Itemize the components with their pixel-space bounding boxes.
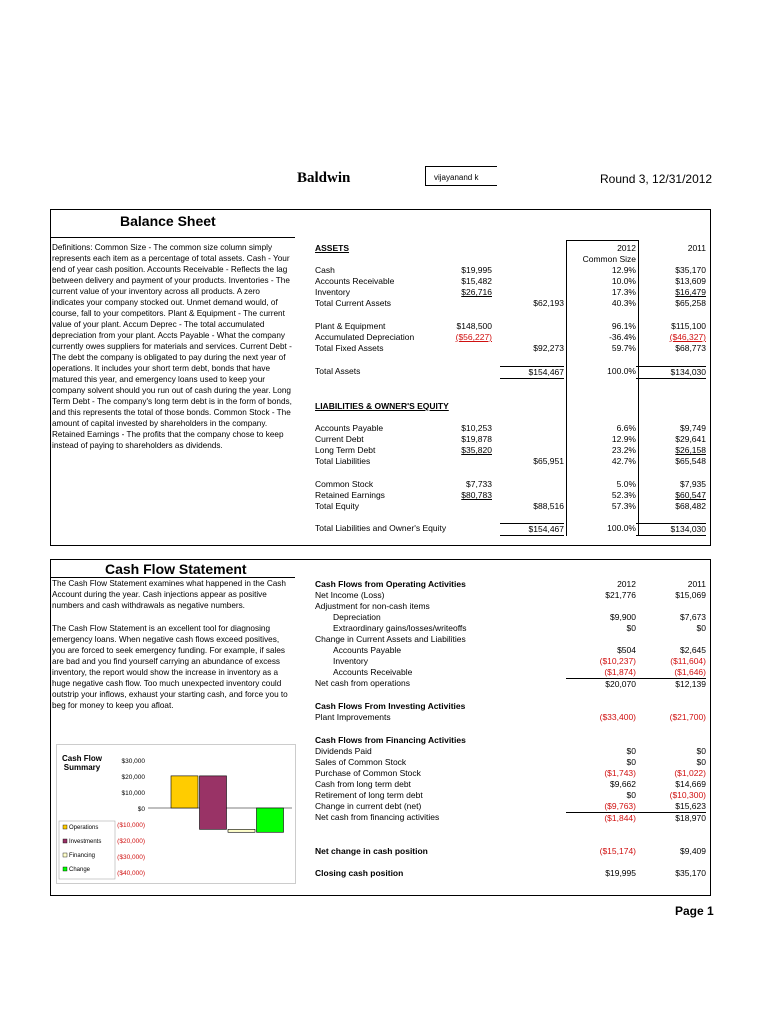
cf-row-2012: ($33,400) (599, 712, 636, 722)
bs-row-label: Total Equity (315, 501, 359, 511)
cf-row-label: Change in Current Assets and Liabilities (315, 634, 466, 644)
balance-sheet-title: Balance Sheet (120, 213, 216, 229)
bs-row-label: Accounts Payable (315, 423, 384, 433)
bs-row-value: $7,733 (466, 479, 492, 489)
bs-row-2011: $29,641 (675, 434, 706, 444)
cf-row-2011: $0 (696, 623, 706, 633)
cf-row-label: Cash Flows from Operating Activities (315, 579, 466, 589)
user-name: vijayanand k (434, 173, 479, 182)
bs-row-label: Long Term Debt (315, 445, 376, 455)
cf-row-label: Cash from long term debt (315, 779, 411, 789)
bs-row-common-size: 12.9% (611, 265, 636, 275)
col-2011-header: 2011 (687, 243, 706, 253)
bs-row-label: Total Fixed Assets (315, 343, 384, 353)
legend-swatch (63, 853, 67, 857)
y-tick-label: ($30,000) (117, 854, 145, 861)
bs-row-total: $65,951 (533, 456, 564, 466)
cf-row-label: Dividends Paid (315, 746, 372, 756)
cf-row-2012: $0 (626, 790, 636, 800)
legend-swatch (63, 839, 67, 843)
cf-row-2012: ($15,174) (599, 846, 636, 856)
cf-row-label: Purchase of Common Stock (315, 768, 421, 778)
bs-row-2011: $26,158 (675, 445, 706, 455)
cf-row-2011: ($11,604) (670, 656, 706, 666)
bs-row-common-size: 57.3% (611, 501, 636, 511)
legend-label: Operations (69, 825, 99, 831)
cf-row-label: Depreciation (333, 612, 381, 622)
bs-row-common-size: 40.3% (611, 298, 636, 308)
cf-row-2012: $20,070 (566, 678, 636, 690)
user-name-box (425, 166, 497, 186)
bs-row-label: Inventory (315, 287, 350, 297)
bs-row-common-size: 59.7% (611, 343, 636, 353)
bs-row-value: $15,482 (461, 276, 492, 286)
y-tick-label: $10,000 (121, 790, 145, 797)
bs-row-label: Cash (315, 265, 335, 275)
company-name: Baldwin (297, 170, 351, 186)
bs-row-label: Retained Earnings (315, 490, 385, 500)
bs-row-2011: $68,482 (675, 501, 706, 511)
liabilities-heading: LIABILITIES & OWNER'S EQUITY (315, 401, 449, 411)
bs-row-2011: $9,749 (680, 423, 706, 433)
bs-row-common-size: -36.4% (609, 332, 636, 342)
y-tick-label: ($20,000) (117, 838, 145, 845)
bs-row-label: Current Debt (315, 434, 364, 444)
cf-row-2012: $9,900 (610, 612, 636, 622)
bs-row-common-size: 100.0% (607, 523, 636, 533)
bs-row-2011: $16,479 (675, 287, 706, 297)
bs-row-2011: $134,030 (636, 366, 706, 379)
bs-row-label: Common Stock (315, 479, 374, 489)
cf-row-2011: ($10,300) (669, 790, 706, 800)
cf-row-2011: $15,623 (675, 801, 706, 811)
bs-row-2011: $60,547 (675, 490, 706, 500)
bs-row-common-size: 5.0% (616, 479, 636, 489)
cf-row-2012: $504 (617, 645, 636, 655)
bs-row-common-size: 52.3% (611, 490, 636, 500)
bs-row-2011: ($46,327) (669, 332, 706, 342)
cash-flow-summary-chart (56, 744, 296, 884)
cf-row-label: Cash Flows from Financing Activities (315, 735, 466, 745)
bs-row-common-size: 10.0% (611, 276, 636, 286)
cash-flow-title: Cash Flow Statement (105, 561, 247, 577)
bs-row-label: Total Assets (315, 366, 361, 376)
chart-title: Cash Flow (61, 754, 103, 763)
cf-row-2011: ($1,022) (674, 768, 706, 778)
bs-row-value: $35,820 (461, 445, 492, 455)
bs-row-value: $19,878 (461, 434, 492, 444)
col-2012-header: 2012 (617, 243, 636, 253)
bs-row-total: $154,467 (500, 523, 564, 536)
bs-row-common-size: 23.2% (611, 445, 636, 455)
cf-col-2012-header: 2012 (617, 579, 636, 589)
bs-row-2011: $7,935 (680, 479, 706, 489)
cf-row-label: Cash Flows From Investing Activities (315, 701, 466, 711)
cf-row-label: Plant Improvements (315, 712, 391, 722)
legend-label: Financing (69, 853, 96, 859)
legend-swatch (63, 867, 67, 871)
cf-row-label: Accounts Payable (333, 645, 402, 655)
cf-row-label: Net change in cash position (315, 846, 428, 856)
cf-row-2012: ($1,874) (604, 667, 636, 677)
legend-label: Change (69, 867, 91, 873)
col-common-size-header: Common Size (582, 254, 636, 264)
bs-row-total: $62,193 (533, 298, 564, 308)
cf-row-2011: $18,970 (636, 812, 706, 824)
bar-financing (228, 829, 255, 832)
y-tick-label: $30,000 (121, 758, 145, 765)
bs-row-2011: $134,030 (636, 523, 706, 536)
bs-row-value: $10,253 (461, 423, 492, 433)
y-tick-label: $0 (137, 806, 145, 813)
bs-row-value: $80,783 (461, 490, 492, 500)
cf-col-2011-header: 2011 (687, 579, 706, 589)
cf-row-label: Change in current debt (net) (315, 801, 422, 811)
cf-row-2011: $0 (696, 746, 706, 756)
cf-row-2012: $0 (626, 757, 636, 767)
cf-row-2011: ($21,700) (669, 712, 706, 722)
cf-row-label: Retirement of long term debt (315, 790, 423, 800)
bs-row-label: Total Current Assets (315, 298, 392, 308)
cf-row-2011: $0 (696, 757, 706, 767)
bs-row-2011: $13,609 (675, 276, 706, 286)
bs-row-label: Plant & Equipment (315, 321, 386, 331)
cf-row-label: Inventory (333, 656, 368, 666)
cash-flow-desc-1: The Cash Flow Statement examines what happened in the Cash Account during the year. Cash injections appear as positive numbers and cash withdrawals as negative numbers. (52, 579, 286, 610)
cf-row-2011: $12,139 (636, 678, 706, 690)
bs-row-label: Accounts Receivable (315, 276, 395, 286)
bs-row-common-size: 12.9% (611, 434, 636, 444)
y-tick-label: ($10,000) (117, 822, 145, 829)
cf-row-label: Adjustment for non-cash items (315, 601, 430, 611)
y-tick-label: ($40,000) (117, 870, 145, 877)
bs-row-value: $148,500 (456, 321, 492, 331)
bar-change (257, 808, 284, 832)
bar-operations (171, 776, 198, 808)
bs-row-value: $26,716 (461, 287, 492, 297)
bs-row-label: Total Liabilities and Owner's Equity (315, 523, 447, 533)
bs-row-2011: $65,258 (675, 298, 706, 308)
chart-title-line-2: Summary (63, 763, 101, 772)
cf-row-2011: $7,673 (680, 612, 706, 622)
cf-row-2011: ($1,646) (674, 667, 706, 677)
bs-row-2011: $68,773 (675, 343, 706, 353)
bs-row-total: $154,467 (500, 366, 564, 379)
cf-row-2012: $19,995 (605, 868, 636, 878)
cf-row-2011: $2,645 (680, 645, 706, 655)
balance-sheet-definitions: Definitions: Common Size - The common size column simply represents each item as a percentage of total assets. Cash - Your end of year cash position. Accounts Receivable - Reflects the lag between delivery and payment of your products. Inventories - The current value of your inventory across all products. A zero indicates your company stocked out. Unmet demand would, of course, fall to your competitors. Plant & Equipment - The current value of your plant. Accum Deprec - The total accumulated depreciation from your plant. Accts Payable - What the company currently owes suppliers for materials and services. Current Debt - The debt the company is obligated to pay during the next year of operations. It includes your short term debt, bonds that have matured this year, and emergency loans used to keep your company solvent should you run out of cash during the year. Long Term Debt - The company's long term debt is in the form of bonds, and this represents the total of those bonds. Common Stock - The amount of capital invested by shareholders in the company. Retained Earnings - The profits that the company chose to keep instead of paying to shareholders as dividends. (52, 243, 292, 450)
bs-row-common-size: 96.1% (611, 321, 636, 331)
bs-row-common-size: 42.7% (611, 456, 636, 466)
bar-investments (200, 776, 227, 829)
bs-row-common-size: 6.6% (616, 423, 636, 433)
cf-row-label: Extraordinary gains/losses/writeoffs (333, 623, 467, 633)
cf-row-label: Accounts Receivable (333, 667, 413, 677)
bs-row-total: $88,516 (533, 501, 564, 511)
legend-label: Investments (69, 839, 102, 845)
bs-row-common-size: 100.0% (607, 366, 636, 376)
bs-row-label: Total Liabilities (315, 456, 371, 466)
cf-row-label: Net cash from financing activities (315, 812, 440, 822)
cf-row-2012: $21,776 (605, 590, 636, 600)
bs-row-2011: $115,100 (671, 321, 706, 331)
cf-row-2012: ($1,743) (604, 768, 636, 778)
cf-row-label: Sales of Common Stock (315, 757, 407, 767)
cf-row-label: Net Income (Loss) (315, 590, 385, 600)
cf-row-2011: $9,409 (680, 846, 706, 856)
bs-row-2011: $35,170 (675, 265, 706, 275)
cash-flow-desc-2: The Cash Flow Statement is an excellent tool for diagnosing emergency loans. When negative cash flows exceed positives, you are forced to seek emergency funding. For example, if sales are bad and you find yourself carrying an abundance of excess inventory, the report would show the increase in inventory as a huge negative cash flow. Too much unexpected inventory could outstrip your inflows, exhaust your starting cash, and force you to beg for money to keep you afloat. (52, 624, 288, 710)
bs-row-value: $19,995 (461, 265, 492, 275)
cf-row-2011: $14,669 (675, 779, 706, 789)
legend-swatch (63, 825, 67, 829)
assets-heading: ASSETS (315, 243, 350, 253)
cf-row-2012: ($10,237) (599, 656, 636, 666)
bs-row-common-size: 17.3% (611, 287, 636, 297)
bs-row-label: Accumulated Depreciation (315, 332, 415, 342)
cf-row-label: Net cash from operations (315, 678, 410, 688)
round-date: Round 3, 12/31/2012 (600, 172, 713, 186)
cf-row-2012: $9,662 (610, 779, 636, 789)
cf-row-2012: $0 (626, 623, 636, 633)
cf-row-2012: $0 (626, 746, 636, 756)
y-tick-label: $20,000 (121, 774, 145, 781)
page-number: Page 1 (675, 904, 714, 918)
cf-row-2011: $35,170 (675, 868, 706, 878)
bs-row-total: $92,273 (533, 343, 564, 353)
bs-row-2011: $65,548 (675, 456, 706, 466)
cf-row-2012: ($1,844) (566, 812, 636, 824)
cf-row-label: Closing cash position (315, 868, 404, 878)
cf-row-2011: $15,069 (675, 590, 706, 600)
bs-row-value: ($56,227) (455, 332, 492, 342)
cf-row-2012: ($9,763) (604, 801, 636, 811)
